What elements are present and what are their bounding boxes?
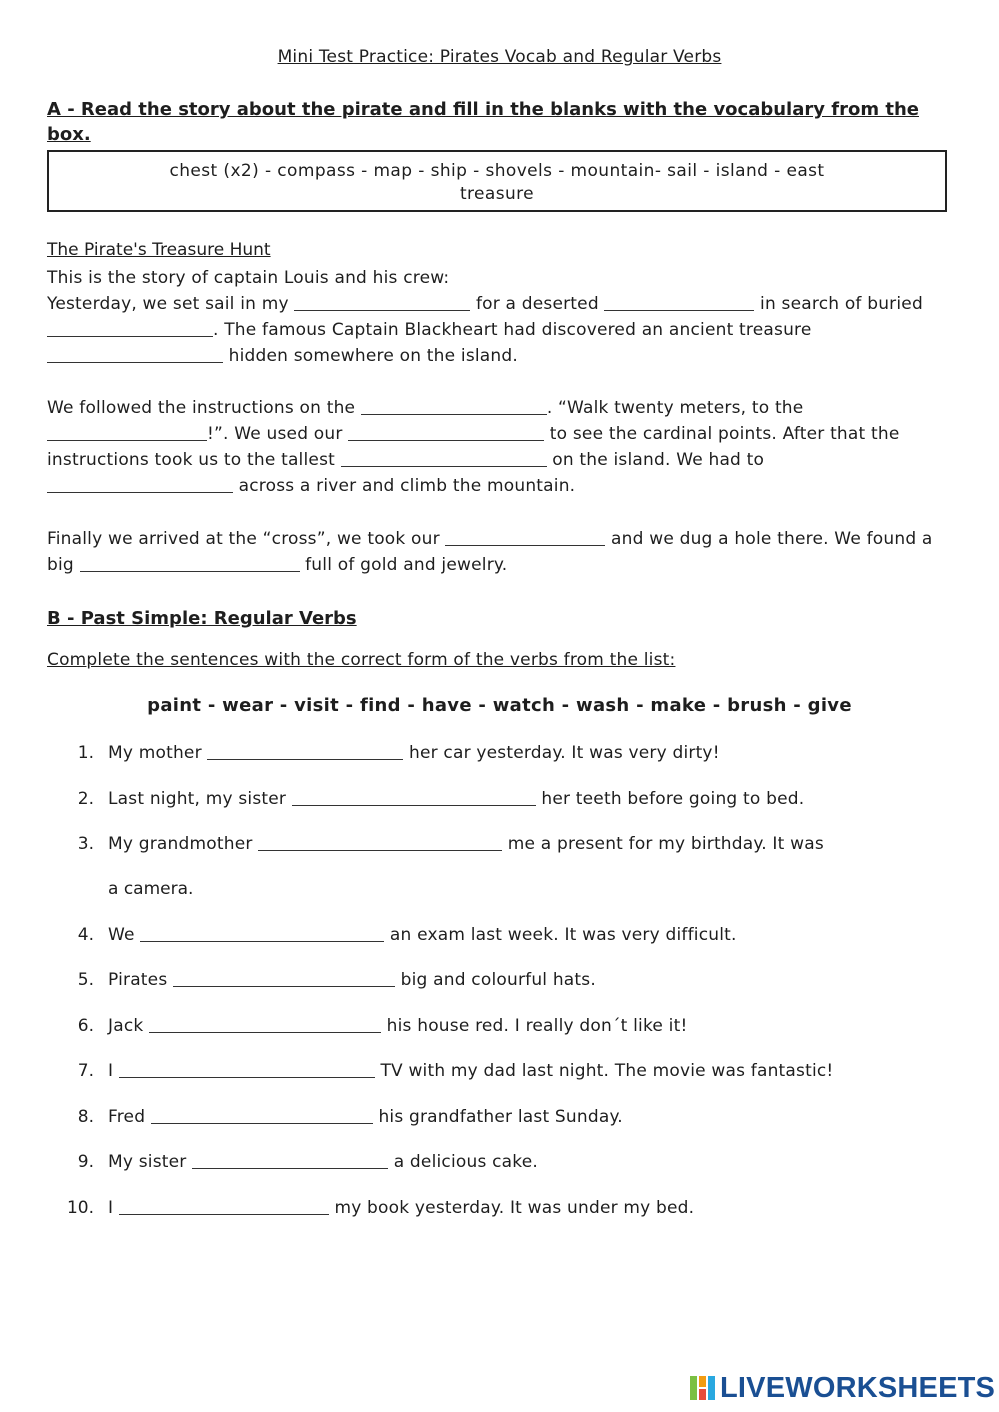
answer-blank[interactable]	[604, 292, 754, 311]
story-text: and we dug a hole there. We found a big	[47, 529, 933, 575]
section-b-heading: B - Past Simple: Regular Verbs	[47, 608, 357, 629]
item-text-after: his house red. I really don´t like it!	[386, 1016, 688, 1036]
list-item	[0, 967, 999, 993]
answer-blank[interactable]	[292, 787, 536, 806]
answer-blank[interactable]	[173, 968, 395, 987]
item-number: 2.	[77, 789, 94, 809]
section-a-heading: A - Read the story about the pirate and fill in the blanks with the vocabulary from the box.	[47, 99, 919, 145]
item-text-before: I	[108, 1198, 114, 1218]
answer-blank[interactable]	[47, 474, 233, 493]
list-item	[0, 1149, 999, 1175]
item-number: 4.	[77, 925, 94, 945]
story-text: full of gold and jewelry.	[305, 555, 508, 575]
story-text: Yesterday, we set sail in my	[47, 294, 289, 314]
item-number: 6.	[77, 1016, 94, 1036]
item-number: 9.	[77, 1152, 94, 1172]
item-text-continuation: a camera.	[108, 879, 194, 899]
answer-blank[interactable]	[140, 923, 384, 942]
list-item	[0, 786, 999, 812]
item-text-before: Last night, my sister	[108, 789, 287, 809]
vocabulary-box	[47, 150, 947, 212]
list-item-continuation	[0, 876, 999, 902]
item-text-after: me a present for my birthday. It was	[507, 834, 824, 854]
answer-blank[interactable]	[361, 396, 547, 415]
story-text: Finally we arrived at the “cross”, we took our	[47, 529, 440, 549]
answer-blank[interactable]	[151, 1105, 373, 1124]
liveworksheets-wordmark: LIVEWORKSHEETS	[720, 1371, 996, 1404]
list-item	[0, 1195, 999, 1221]
item-text-after: a delicious cake.	[393, 1152, 538, 1172]
vocabulary-line-2: treasure	[459, 184, 535, 204]
story-text: across a river and climb the mountain.	[238, 476, 576, 496]
answer-blank[interactable]	[348, 422, 544, 441]
answer-blank[interactable]	[258, 832, 502, 851]
item-text-after: TV with my dad last night. The movie was fantastic!	[380, 1061, 834, 1081]
story-text: . The famous Captain Blackheart had discovered an ancient treasure	[213, 320, 812, 340]
item-text-before: My grandmother	[108, 834, 253, 854]
answer-blank[interactable]	[149, 1014, 381, 1033]
section-b-instruction: Complete the sentences with the correct form of the verbs from the list:	[47, 650, 676, 670]
item-text-before: Fred	[108, 1107, 146, 1127]
answer-blank[interactable]	[192, 1150, 388, 1169]
answer-blank[interactable]	[294, 292, 470, 311]
item-text-after: his grandfather last Sunday.	[378, 1107, 623, 1127]
item-text-after: her teeth before going to bed.	[541, 789, 805, 809]
story-paragraph-3	[47, 526, 952, 578]
answer-blank[interactable]	[341, 448, 547, 467]
list-item	[0, 922, 999, 948]
item-number: 1.	[77, 743, 94, 763]
verb-list: paint - wear - visit - find - have - watch - wash - make - brush - give	[147, 695, 852, 716]
item-text-before: Pirates	[108, 970, 168, 990]
answer-blank[interactable]	[47, 344, 223, 363]
liveworksheets-logo	[690, 1373, 995, 1403]
item-text-before: We	[108, 925, 135, 945]
answer-blank[interactable]	[207, 741, 403, 760]
answer-blank[interactable]	[80, 553, 300, 572]
answer-blank[interactable]	[119, 1196, 329, 1215]
item-text-before: My sister	[108, 1152, 187, 1172]
item-text-before: Jack	[108, 1016, 144, 1036]
answer-blank[interactable]	[47, 318, 213, 337]
item-text-after: big and colourful hats.	[400, 970, 596, 990]
answer-blank[interactable]	[47, 422, 207, 441]
story-paragraph-2	[47, 395, 952, 499]
story-text: on the island. We had to	[552, 450, 765, 470]
item-number: 5.	[77, 970, 94, 990]
liveworksheets-mark-icon	[690, 1376, 716, 1400]
story-text: . “Walk twenty meters, to the	[546, 398, 804, 418]
answer-blank[interactable]	[445, 527, 605, 546]
story-text: We followed the instructions on the	[47, 398, 356, 418]
story-text: in search of buried	[760, 294, 923, 314]
story-paragraph-1	[47, 291, 952, 369]
item-number: 7.	[77, 1061, 94, 1081]
list-item	[0, 740, 999, 766]
story-text: to see the cardinal points. After that the instructions took us to the tallest	[47, 424, 900, 470]
story-text: !”. We used our	[207, 424, 343, 444]
item-number: 3.	[77, 834, 94, 854]
item-text-before: My mother	[108, 743, 202, 763]
item-text-after: an exam last week. It was very difficult.	[389, 925, 737, 945]
answer-blank[interactable]	[119, 1059, 375, 1078]
story-text: for a deserted	[475, 294, 599, 314]
list-item	[0, 1104, 999, 1130]
story-title: The Pirate's Treasure Hunt	[47, 240, 271, 260]
item-number: 8.	[77, 1107, 94, 1127]
item-number: 10.	[66, 1198, 94, 1218]
list-item	[0, 1058, 999, 1084]
list-item	[0, 831, 999, 857]
item-text-after: her car yesterday. It was very dirty!	[409, 743, 720, 763]
story-text: hidden somewhere on the island.	[228, 346, 518, 366]
item-text-after: my book yesterday. It was under my bed.	[334, 1198, 695, 1218]
vocabulary-line-1: chest (x2) - compass - map - ship - shovels - mountain- sail - island - east	[169, 161, 825, 181]
story-intro: This is the story of captain Louis and his crew:	[47, 268, 450, 288]
worksheet-title: Mini Test Practice: Pirates Vocab and Regular Verbs	[277, 47, 722, 67]
item-text-before: I	[108, 1061, 114, 1081]
list-item	[0, 1013, 999, 1039]
